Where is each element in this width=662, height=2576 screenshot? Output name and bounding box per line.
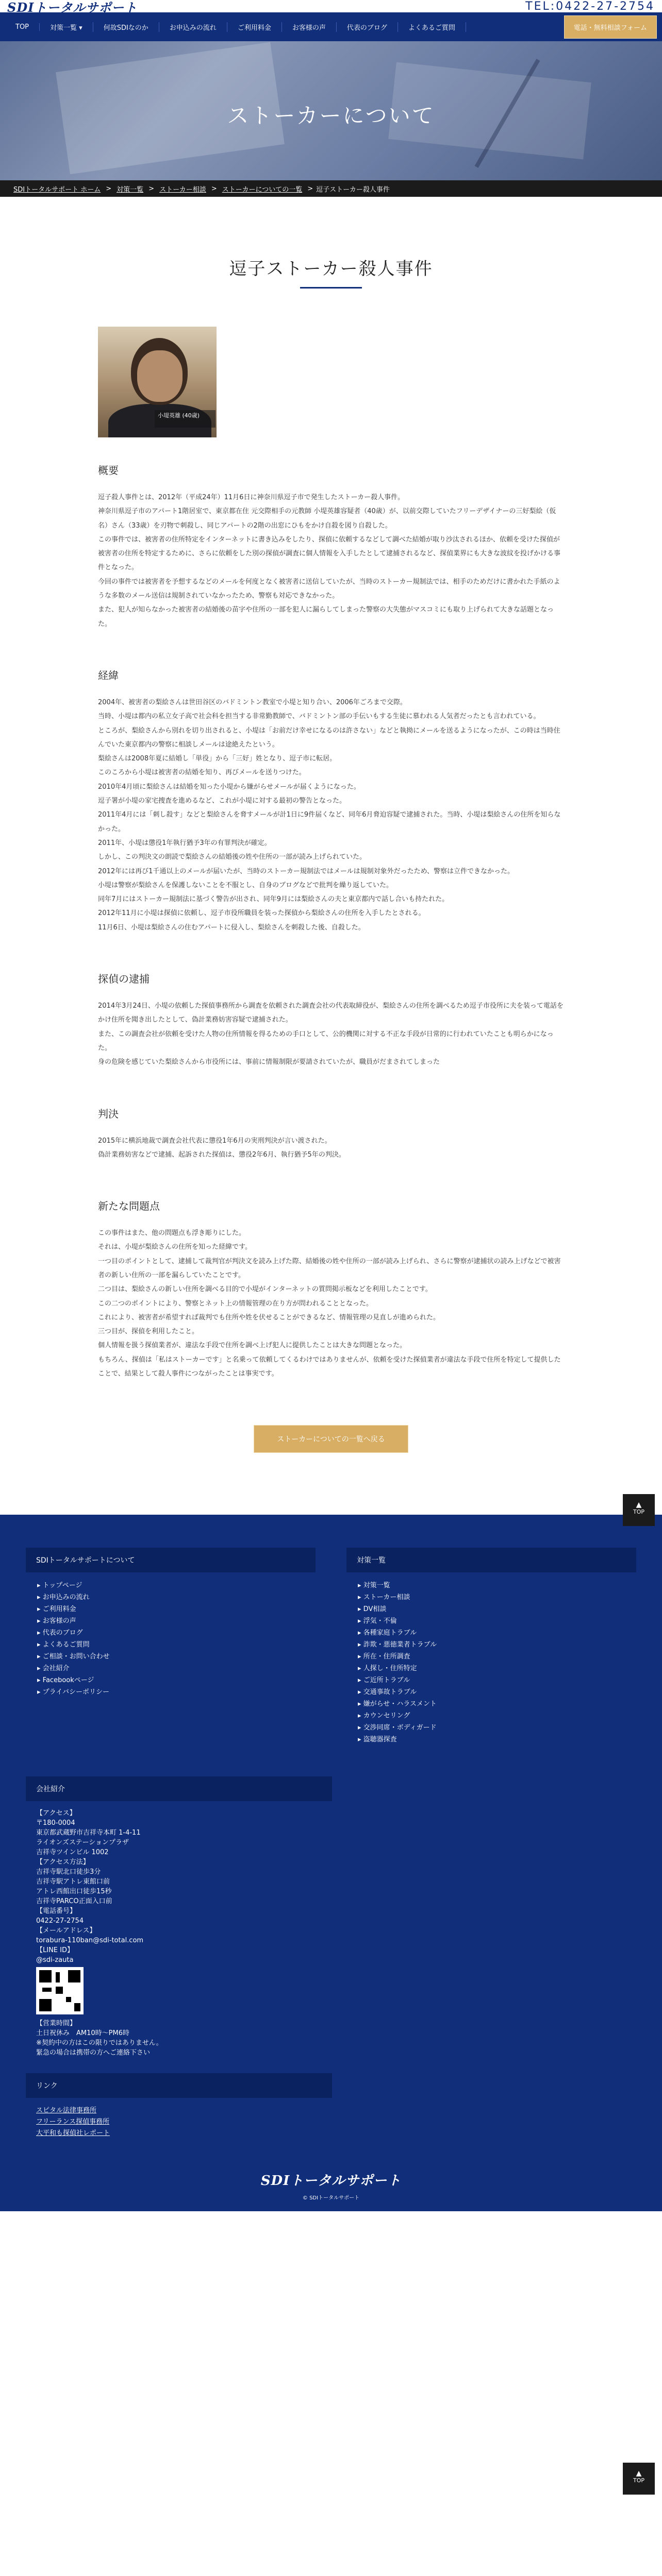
- footer-link-list: [26, 1580, 316, 1698]
- footer-about-column: [26, 1548, 316, 1745]
- footer-heading: SDIトータルサポートについて: [26, 1548, 316, 1572]
- section-paragraph: このころから小堤は被害者の結婚を知り、再びメールを送りつけた。: [98, 769, 306, 777]
- arrow-up-icon: ▲: [636, 2469, 642, 2478]
- footer-link[interactable]: ▸ 嫌がらせ・ハラスメント: [346, 1698, 636, 1710]
- hero-banner: [0, 41, 662, 180]
- footer-link[interactable]: ▸ ストーカー相談: [346, 1591, 636, 1603]
- company-info: [0, 1776, 662, 2058]
- section-heading: 探偵の逮捕: [98, 973, 150, 986]
- section-paragraph: ところが、梨絵さんから別れを切り出されると、小堤は「お前だけ幸せになるのは許さない」などと執拗にメールを送るようになったが、この時は当時住んでいた東京都内の警察に相談しメールは途絶えたという。: [98, 726, 560, 749]
- main-content: [0, 255, 662, 1453]
- site-logo[interactable]: SDIトータルサポート: [7, 0, 138, 15]
- hero-title: ストーカーについて: [227, 103, 435, 128]
- footer-link-list: [346, 1580, 636, 1745]
- article-section: [98, 462, 564, 631]
- line-qr-wrap: [26, 1967, 636, 2014]
- section-paragraph: 2012年11月に小堤は探偵に依頼し、逗子市役所職員を装った探偵から梨絵さんの住所を入手したとされる。: [98, 909, 425, 918]
- footer-link[interactable]: ▸ 詐欺・悪徳業者トラブル: [346, 1639, 636, 1651]
- footer-logo[interactable]: SDIトータルサポート: [260, 2173, 402, 2189]
- section-paragraph: 三つ目が、探偵を利用したこと。: [98, 1328, 199, 1336]
- section-heading: 経緯: [98, 669, 119, 682]
- breadcrumb-link[interactable]: ストーカー相談: [159, 185, 206, 194]
- company-info-line: 吉祥寺ツインビル 1002: [36, 1849, 109, 1857]
- external-link[interactable]: 大平和も探偵社レポート: [36, 2129, 110, 2138]
- company-details: [26, 1808, 636, 1965]
- company-info-line: @sdi-zauta: [36, 1956, 74, 1964]
- suspect-photo: [98, 327, 217, 437]
- section-paragraph: 同年7月にはストーカー規制法に基づく警告が出され、同年9月には梨絵さんの夫と東京都内で話し合いも持たれた。: [98, 895, 449, 904]
- footer-heading: 会社紹介: [26, 1776, 332, 1801]
- back-to-list-button[interactable]: ストーカーについての一覧へ戻る: [254, 1425, 408, 1453]
- section-paragraph: 2014年3月24日、小堤の依頼した探偵事務所から調査を依頼された調査会社の代表取締役が、梨絵さんの住所を調べるため逗子市役所に夫を装って電話をかけ住所を聞き出したとして、偽計業務妨害容疑で逮捕された。: [98, 1002, 564, 1024]
- footer-link[interactable]: ▸ カウンセリング: [346, 1710, 636, 1722]
- section-paragraph: しかし、この判決文の朗読で梨絵さんの結婚後の姓や住所の一部が読み上げられていた。: [98, 853, 367, 861]
- company-info-line: 吉祥寺駅アトレ東館口前: [36, 1878, 110, 1886]
- footer-link[interactable]: ▸ 対策一覧: [346, 1580, 636, 1591]
- footer-link[interactable]: ▸ よくあるご質問: [26, 1639, 316, 1651]
- footer-heading: 対策一覧: [346, 1548, 636, 1572]
- nav-item-blog[interactable]: 代表のブログ: [337, 22, 398, 32]
- footer-link[interactable]: ▸ トップページ: [26, 1580, 316, 1591]
- external-link[interactable]: スピタル法律事務所: [36, 2107, 97, 2115]
- company-info-line: 【LINE ID】: [36, 1946, 74, 1955]
- external-links: [26, 2105, 636, 2139]
- section-paragraph: 個人情報を扱う探偵業者が、違法な手段で住所を調べ上げ犯人に提供したことは大きな問題となった。: [98, 1342, 407, 1350]
- section-paragraph: 一つ目のポイントとして、逮捕して裁判官が判決文を読み上げた際、結婚後の姓や住所の一部が読み上げられ、さらに警察が逮捕状の読み上げなどで被害者の新しい住所の一部を漏らしていたことです。: [98, 1257, 561, 1279]
- company-info-line: 吉祥寺駅北口徒歩3分: [36, 1868, 101, 1876]
- hours-line: ※契約中の方はこの限りではありません。: [36, 2039, 163, 2047]
- section-paragraph: 小堤は警察が梨絵さんを保護しないことを不服とし、自身のブログなどで批判を繰り返していた。: [98, 881, 393, 889]
- section-heading: 新たな問題点: [98, 1200, 160, 1213]
- company-info-line: 【アクセス】: [36, 1809, 76, 1818]
- title-underline: [300, 287, 362, 289]
- company-info-line: アトレ西館出口徒歩15秒: [36, 1888, 112, 1896]
- footer-link[interactable]: ▸ 盗聴器探査: [346, 1734, 636, 1745]
- company-info-line: 【メールアドレス】: [36, 1927, 96, 1935]
- footer-link[interactable]: ▸ ご近所トラブル: [346, 1674, 636, 1686]
- business-hours: [26, 2019, 636, 2058]
- company-info-line: 〒180-0004: [36, 1819, 75, 1827]
- hours-line: 土日祝休み AM10時〜PM6時: [36, 2029, 129, 2038]
- nav-item-flow[interactable]: お申込みの流れ: [159, 22, 227, 32]
- line-qr-code[interactable]: [36, 1967, 84, 2014]
- hours-line: 緊急の場合は携帯の方へご連絡下さい: [36, 2049, 151, 2057]
- article-section: [98, 971, 564, 1069]
- section-heading: 判決: [98, 1107, 119, 1120]
- footer-link[interactable]: ▸ ご利用料金: [26, 1603, 316, 1615]
- footer-link[interactable]: ▸ 所在・住所調査: [346, 1651, 636, 1663]
- section-paragraph: 2015年に横浜地裁で調査会社代表に懲役1年6月の実刑判決が言い渡された。: [98, 1137, 332, 1145]
- section-paragraph: 2010年4月頃に梨絵さんは結婚を知った小堤から嫌がらせメールが届くようになった。: [98, 783, 360, 791]
- breadcrumb-link[interactable]: ストーカーについての一覧: [222, 185, 303, 194]
- contact-button[interactable]: 電話・無料相談フォーム: [564, 15, 657, 39]
- section-paragraph: 逗子殺人事件とは、2012年（平成24年）11月6日に神奈川県逗子市で発生したストーカー殺人事件。: [98, 494, 405, 501]
- page-top-label: TOP: [633, 1509, 644, 1515]
- footer-measures-column: [346, 1548, 636, 1745]
- section-paragraph: 逗子署が小堤の家宅捜査を進めるなど、これが小堤に対する最初の警告となった。: [98, 797, 346, 805]
- footer-link[interactable]: ▸ 浮気・不倫: [346, 1615, 636, 1627]
- section-heading: 概要: [98, 464, 119, 477]
- section-paragraph: これにより、被害者が希望すれば裁判でも住所や姓を伏せることができるなど、情報管理の見直しが進められた。: [98, 1313, 440, 1321]
- article-section: [98, 1198, 564, 1381]
- breadcrumb-current: 逗子ストーカー殺人事件: [316, 185, 390, 194]
- article-section: [98, 667, 564, 935]
- photo-caption: 小堤英雄 (40歳): [155, 410, 216, 428]
- footer-link[interactable]: ▸ 交通事故トラブル: [346, 1686, 636, 1698]
- links-section: [0, 2073, 662, 2139]
- breadcrumb: SDIトータルサポート ホーム > 対策一覧 > ストーカー相談 > ストーカーについての一覧 > 逗子ストーカー殺人事件: [0, 180, 662, 197]
- footer-link[interactable]: ▸ 人探し・住所特定: [346, 1663, 636, 1674]
- section-paragraph: 当時、小堤は都内の私立女子高で社会科を担当する非常勤教師で、バドミントン部の手伝いもする生徒に慕われる人気者だったとも言われている。: [98, 713, 540, 721]
- footer-link[interactable]: ▸ Facebookページ: [26, 1674, 316, 1686]
- section-paragraph: 梨絵さんは2008年夏に結婚し「単役」から「三好」姓となり、逗子市に転居。: [98, 755, 337, 763]
- external-link[interactable]: フリーランス探偵事務所: [36, 2118, 110, 2126]
- article-body: [98, 462, 564, 1381]
- nav-item-voice[interactable]: お客様の声: [282, 22, 337, 32]
- section-paragraph: また、犯人が知らなかった被害者の結婚後の苗字や住所の一部を犯人に漏らしてしまった警察の大失態がマスコミにも取り上げられて大きな話題となった。: [98, 606, 554, 628]
- company-info-line: 【アクセス方法】: [36, 1858, 90, 1867]
- section-paragraph: 二つ目は、梨絵さんの新しい住所を調べる目的で小堤がインターネットの質問掲示板などを利用したことです。: [98, 1285, 432, 1294]
- page-top-button[interactable]: [623, 2463, 655, 2495]
- footer-link[interactable]: ▸ 交渉同席・ボディガード: [346, 1722, 636, 1734]
- footer-bottom: [0, 2170, 662, 2201]
- footer-link[interactable]: ▸ お申込みの流れ: [26, 1591, 316, 1603]
- section-paragraph: この二つのポイントにより、警察とネット上の情報管理の在り方が問われることとなった。: [98, 1299, 373, 1308]
- company-info-line: 東京都武蔵野市吉祥寺本町 1-4-11: [36, 1829, 141, 1837]
- section-paragraph: もちろん、探偵は「私はストーカーです」と名乗って依頼してくるわけではありませんが、依頼を受けた探偵業者が違法な手段で住所を特定して提供したことで、結果として殺人事件につながったことは事実です。: [98, 1355, 561, 1378]
- nav-item-top[interactable]: TOP: [5, 23, 40, 31]
- section-paragraph: 神奈川県逗子市のアパート1階居室で、東京都在住 元交際相手の元教師 小堤英雄容疑者（40歳）が、以前交際していたフリーデザイナーの三好梨絵（仮名）さん（33歳）を刃物で刺殺し、同じアパートの2階の出窓にひもをかけ自殺を図り自殺した。: [98, 507, 556, 530]
- footer-link[interactable]: ▸ ご相談・お問い合わせ: [26, 1651, 316, 1663]
- section-paragraph: 2011年、小堤は懲役1年執行猶予3年の有罪判決が確定。: [98, 839, 271, 847]
- section-paragraph: この事件はまた、他の問題点も浮き彫りにした。: [98, 1229, 246, 1238]
- nav-item-measures[interactable]: 対策一覧 ▾: [40, 22, 93, 32]
- company-info-line: 0422-27-2754: [36, 1917, 84, 1925]
- section-paragraph: 2012年には再び1千通以上のメールが届いたが、当時のストーカー規制法ではメールは規制対象外だったため、警察は立件できなかった。: [98, 867, 515, 875]
- breadcrumb-link[interactable]: 対策一覧: [117, 185, 144, 194]
- nav-item-price[interactable]: ご利用料金: [227, 22, 282, 32]
- section-paragraph: また、この調査会社が依頼を受けた人物の住所情報を得るための手口として、公的機関に対する不正な手段が日常的に行われていたことも明らかになった。: [98, 1030, 554, 1052]
- copyright: © SDIトータルサポート: [302, 2195, 360, 2201]
- footer-link[interactable]: ▸ DV相談: [346, 1603, 636, 1615]
- footer: [0, 1515, 662, 2211]
- footer-link[interactable]: ▸ 会社紹介: [26, 1663, 316, 1674]
- footer-link[interactable]: ▸ プライバシーポリシー: [26, 1686, 316, 1698]
- page-title: 逗子ストーカー殺人事件: [229, 259, 433, 279]
- footer-heading: リンク: [26, 2073, 332, 2098]
- page-top-label: TOP: [633, 2477, 644, 2484]
- page-top-button[interactable]: [623, 1494, 655, 1526]
- company-info-line: 吉祥寺PARCO正面入口前: [36, 1897, 112, 1906]
- article-section: [98, 1106, 564, 1162]
- section-paragraph: 身の危険を感じていた梨絵さんから市役所には、事前に情報制限が要請されていたが、職員がだまされてしまった: [98, 1058, 440, 1066]
- section-paragraph: 11月6日、小堤は梨絵さんの住むアパートに侵入し、梨絵さんを刺殺した後、自殺した。: [98, 923, 365, 931]
- section-paragraph: 2011年4月には「刺し殺す」などと梨絵さんを脅すメールが計1日に9件届くなど、同年6月脅迫容疑で逮捕された。当時、小堤は梨絵さんの住所を知らなかった。: [98, 811, 561, 833]
- hours-line: 【営業時間】: [36, 2020, 77, 2028]
- header-tel[interactable]: TEL:0422-27-2754: [525, 0, 655, 13]
- section-paragraph: 2004年、被害者の梨絵さんは世田谷区のバドミントン教室で小堤と知り合い、2006年ごろまで交際。: [98, 698, 407, 706]
- main-nav: [0, 12, 662, 41]
- section-paragraph: 偽計業務妨害などで逮捕、起訴された探偵は、懲役2年6月、執行猶予5年の判決。: [98, 1150, 345, 1159]
- arrow-up-icon: ▲: [636, 1501, 642, 1509]
- company-info-line: torabura-110ban@sdi-total.com: [36, 1937, 144, 1945]
- nav-item-faq[interactable]: よくあるご質問: [398, 22, 466, 32]
- header-bar: [0, 0, 662, 15]
- section-paragraph: 今回の事件では被害者を予想するなどのメールを何度となく被害者に送信していたが、当時のストーカー規制法では、相手のためだけに書かれた手紙のような多数のメール送信は規制されていなかったため、警察も対応できなかった。: [98, 578, 560, 600]
- company-info-line: 【電話番号】: [36, 1907, 77, 1916]
- footer-link[interactable]: ▸ 代表のブログ: [26, 1627, 316, 1639]
- section-paragraph: それは、小堤が梨絵さんの住所を知った経緯です。: [98, 1243, 252, 1251]
- breadcrumb-link[interactable]: SDIトータルサポート ホーム: [13, 185, 101, 194]
- nav-item-why-sdi[interactable]: 何故SDIなのか: [93, 22, 159, 32]
- company-info-line: ライオンズステーションプラザ: [36, 1839, 129, 1847]
- footer-link[interactable]: ▸ お客様の声: [26, 1615, 316, 1627]
- section-paragraph: この事件では、被害者の住所特定をインターネットに書き込みをしたり、探偵に依頼するなどして調べた結婚が取り沙汰されるほか、依頼を受けた探偵が被害者の住所を特定するために、さらに依頼をした別の探偵が調査に個人情報を入手したとして逮捕されるなど、探偵業界にも大きな波紋を投げかける事件となった。: [98, 535, 561, 572]
- footer-link[interactable]: ▸ 各種家庭トラブル: [346, 1627, 636, 1639]
